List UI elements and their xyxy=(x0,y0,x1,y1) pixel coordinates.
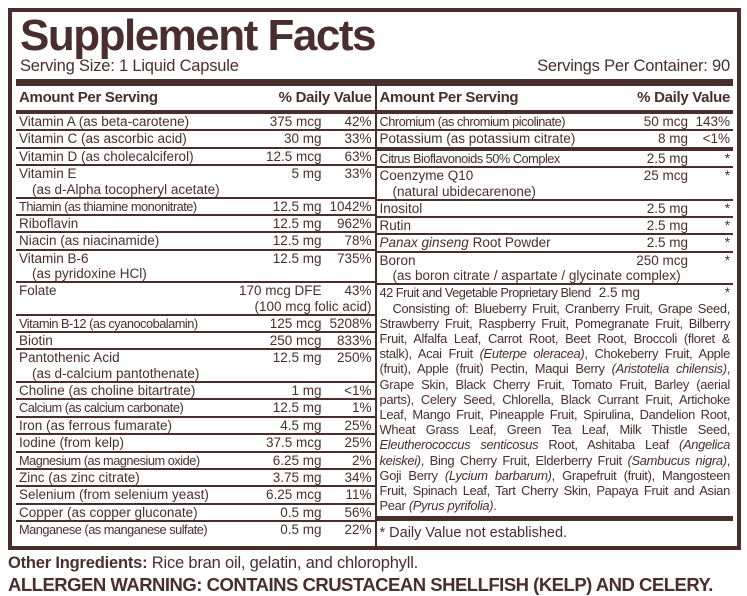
nutrient-row xyxy=(16,147,375,164)
nutrient-name: Niacin (as niacinamide) xyxy=(19,233,160,249)
nutrient-name: Thiamin (as thiamine mononitrate) xyxy=(19,198,197,214)
nutrient-name: Chromium (as chromium picolinate) xyxy=(379,114,565,129)
other-ingredients-text: Rice bran oil, gelatin, and chlorophyll. xyxy=(147,553,419,572)
nutrient-name: Vitamin E xyxy=(19,166,77,182)
nutrient-row xyxy=(16,331,375,348)
nutrient-name: Iron (as ferrous fumarate) xyxy=(19,417,173,433)
nutrient-amount: 6.25 mg xyxy=(272,452,322,468)
nutrient-dv: 22% xyxy=(344,522,372,538)
nutrient-amount: 250 mcg xyxy=(636,252,688,268)
nutrient-amount: 30 mg xyxy=(283,131,322,147)
nutrient-name: Rutin xyxy=(379,218,412,234)
nutrient-name: Pantothenic Acid xyxy=(19,350,120,366)
nutrient-row xyxy=(377,216,734,233)
nutrient-amount: 12.5 mg xyxy=(272,250,322,266)
panel-title: Supplement Facts xyxy=(20,11,375,60)
nutrient-amount: 2.5 mg xyxy=(646,150,688,166)
nutrient-name: Copper (as copper gluconate) xyxy=(19,504,198,520)
nutrient-name: Boron xyxy=(379,252,416,268)
nutrient-row xyxy=(16,381,375,398)
nutrient-amount: 8 mg xyxy=(657,131,688,147)
nutrient-name: Panax ginseng Root Powder xyxy=(379,235,551,251)
nutrient-row xyxy=(16,348,375,380)
nutrient-dv: 143% xyxy=(695,114,730,129)
blend-name: 42 Fruit and Vegetable Proprietary Blend xyxy=(379,285,591,301)
nutrient-name: Inositol xyxy=(379,200,423,216)
nutrient-row xyxy=(16,129,375,146)
nutrient-dv: * xyxy=(724,235,730,251)
nutrient-dv: 78% xyxy=(344,233,372,249)
nutrient-amount: 12.5 mg xyxy=(272,216,322,232)
nutrient-row xyxy=(16,433,375,450)
blend-dv: * xyxy=(724,285,730,301)
right-nutrient-rows xyxy=(377,114,734,283)
nutrient-name: Vitamin C (as ascorbic acid) xyxy=(19,131,187,147)
other-ingredients-label: Other Ingredients: xyxy=(8,553,148,572)
nutrient-dv: 56% xyxy=(344,504,372,520)
nutrient-dv: * xyxy=(724,150,730,166)
nutrient-amount: 12.5 mcg xyxy=(265,148,322,164)
left-column xyxy=(16,86,375,546)
daily-value-footnote: * Daily Value not established. xyxy=(377,516,734,546)
nutrient-name: Riboflavin xyxy=(19,216,79,232)
right-column-header xyxy=(377,86,734,114)
nutrient-dv: 1042% xyxy=(329,198,372,214)
nutrient-name: Vitamin D (as cholecalciferol) xyxy=(19,148,194,164)
nutrient-dv: * xyxy=(724,200,730,216)
nutrient-dv: 735% xyxy=(336,250,372,266)
allergen-warning-line: ALLERGEN WARNING: CONTAINS CRUSTACEAN SHELLFISH (KELP) AND CELERY. xyxy=(8,573,713,595)
nutrient-row xyxy=(16,214,375,231)
nutrient-row xyxy=(16,197,375,214)
nutrient-dv: 962% xyxy=(336,216,372,232)
nutrient-subname: (natural ubidecarenone) xyxy=(392,183,536,199)
amount-per-serving-header: Amount Per Serving xyxy=(379,89,519,106)
serving-size: Serving Size: 1 Liquid Capsule xyxy=(20,57,239,75)
right-column xyxy=(375,86,734,546)
nutrient-dv: * xyxy=(724,218,730,234)
nutrient-row xyxy=(377,114,734,129)
nutrient-dv: 1% xyxy=(351,400,372,416)
nutrient-name: Zinc (as zinc citrate) xyxy=(19,469,140,485)
nutrient-name: Potassium (as potassium citrate) xyxy=(379,131,576,147)
nutrient-dv: 25% xyxy=(344,435,372,451)
nutrient-row xyxy=(377,233,734,250)
nutrient-row xyxy=(16,249,375,281)
daily-value-header: % Daily Value xyxy=(637,89,730,106)
nutrient-row xyxy=(16,503,375,520)
nutrient-amount: 6.25 mcg xyxy=(265,487,322,503)
nutrient-amount: 37.5 mcg xyxy=(265,435,322,451)
nutrient-amount: 3.75 mg xyxy=(272,469,322,485)
nutrient-amount: 12.5 mg xyxy=(272,198,322,214)
nutrient-row xyxy=(377,199,734,216)
nutrient-amount: 170 mcg DFE xyxy=(238,283,322,299)
nutrient-row xyxy=(16,520,375,537)
nutrient-name: Vitamin B-12 (as cyanocobalamin) xyxy=(19,315,198,331)
nutrient-dv: 43% xyxy=(344,283,372,299)
nutrient-row xyxy=(16,164,375,196)
left-nutrient-rows xyxy=(16,114,375,538)
nutrient-amount: 25 mcg xyxy=(643,168,688,184)
servings-per-container: Servings Per Container: 90 xyxy=(537,57,730,75)
nutrient-amount: 4.5 mg xyxy=(280,417,322,433)
nutrient-amount: 12.5 mg xyxy=(272,400,322,416)
daily-value-header: % Daily Value xyxy=(278,89,372,106)
nutrient-amount: 1 mg xyxy=(291,382,322,398)
nutrient-amount: 125 mcg xyxy=(269,315,322,331)
nutrient-row xyxy=(16,485,375,502)
nutrient-subname: (as d-Alpha tocopheryl acetate) xyxy=(32,181,220,197)
blend-amount: 2.5 mg xyxy=(598,285,640,301)
nutrient-dv: 33% xyxy=(344,166,372,182)
nutrient-amount: 2.5 mg xyxy=(646,200,688,216)
other-ingredients-line xyxy=(8,553,741,574)
nutrient-dv: 11% xyxy=(345,487,372,503)
nutrient-amount: 250 mcg xyxy=(269,333,322,349)
nutrient-amount: 375 mcg xyxy=(269,114,322,129)
nutrient-subname: (as pyridoxine HCl) xyxy=(32,266,147,282)
nutrient-name: Calcium (as calcium carbonate) xyxy=(19,400,184,416)
amount-per-serving-header: Amount Per Serving xyxy=(19,89,158,106)
nutrient-row xyxy=(16,231,375,248)
blend-ingredients-paragraph: Consisting of: Blueberry Fruit, Cranberry Fruit, Grape Seed, Strawberry Fruit, Raspberry Fruit, Pomegranate Fruit, Bilberry Fruit, Alfalfa Leaf, Carrot Root, Beet Root, Broccoli (floret & stalk), Acai Fruit (Euterpe oleracea), Chokeberry Fruit, Apple (fruit), Apple (fruit) Pectin, Maqui Berry (Aristotelia chilensis), Grape Skin, Black Cherry Fruit, Tomato Fruit, Barley (aerial parts), Celery Seed, Chlorella, Black Currant Fruit, Artichoke Leaf, Mango Fruit, Pineapple Fruit, Spirulina, Dandelion Root, Wheat Grass Leaf, Green Tea Leaf, Milk Thistle Seed, Eleutherococcus senticosus Root, Ashitaba Leaf (Angelica keiskei), Bing Cherry Fruit, Elderberry Fruit (Sambucus nigra), Goji Berry (Lycium barbarum), Grapefruit (fruit), Mangosteen Fruit, Spinach Leaf, Tart Cherry Skin, Papaya Fruit and Asian Pear (Pyrus pyrifolia). xyxy=(379,300,730,514)
nutrient-row xyxy=(16,398,375,415)
nutrient-row xyxy=(16,281,375,313)
nutrient-row xyxy=(377,147,734,166)
nutrient-dv: * xyxy=(724,168,730,184)
blend-heading-row xyxy=(380,285,731,300)
left-column-header xyxy=(16,86,375,114)
nutrient-row xyxy=(16,468,375,485)
nutrient-row xyxy=(16,416,375,433)
nutrient-row xyxy=(16,314,375,331)
nutrient-name: Citrus Bioflavonoids 50% Complex xyxy=(379,150,560,166)
nutrient-name: Vitamin A (as beta-carotene) xyxy=(19,114,190,129)
supplement-facts-panel xyxy=(8,8,741,550)
nutrient-name: Iodine (from kelp) xyxy=(19,435,125,451)
nutrient-amount: 5 mg xyxy=(291,166,322,182)
nutrient-name: Manganese (as manganese sulfate) xyxy=(19,522,208,538)
nutrient-dv: 833% xyxy=(336,333,372,349)
nutrient-name: Coenzyme Q10 xyxy=(379,168,474,184)
nutrient-amount: 12.5 mg xyxy=(272,350,322,366)
nutrient-row xyxy=(377,251,734,283)
nutrient-name: Vitamin B-6 xyxy=(19,250,89,266)
nutrient-amount: 0.5 mg xyxy=(280,504,322,520)
nutrient-dv: 250% xyxy=(336,350,372,366)
nutrient-amount: 50 mcg xyxy=(643,114,688,129)
nutrient-dv: 34% xyxy=(344,469,372,485)
nutrient-row xyxy=(16,114,375,129)
nutrient-dv: 63% xyxy=(344,148,372,164)
header-divider-bar xyxy=(16,79,733,86)
nutrient-dv: * xyxy=(724,252,730,268)
nutrient-subname: (100 mcg folic acid) xyxy=(254,298,372,314)
nutrient-name: Biotin xyxy=(19,333,53,349)
nutrient-name: Selenium (from selenium yeast) xyxy=(19,487,209,503)
nutrient-row xyxy=(377,166,734,198)
nutrient-columns xyxy=(16,86,733,546)
nutrient-row xyxy=(16,451,375,468)
nutrient-row xyxy=(377,129,734,146)
nutrient-name: Choline (as choline bitartrate) xyxy=(19,382,196,398)
nutrient-dv: 33% xyxy=(344,131,372,147)
nutrient-name: Folate xyxy=(19,283,57,299)
nutrient-dv: 2% xyxy=(351,452,372,468)
nutrient-subname: (as d-calcium pantothenate) xyxy=(32,365,200,381)
nutrient-name: Magnesium (as magnesium oxide) xyxy=(19,452,200,468)
nutrient-dv: <1% xyxy=(344,382,372,398)
nutrient-dv: 5208% xyxy=(329,315,372,331)
nutrient-dv: 42% xyxy=(344,114,372,129)
nutrient-dv: 25% xyxy=(344,417,372,433)
nutrient-subname: (as boron citrate / aspartate / glycinate complex) xyxy=(392,268,681,284)
proprietary-blend-block xyxy=(377,283,734,513)
nutrient-amount: 0.5 mg xyxy=(280,522,322,538)
nutrient-amount: 2.5 mg xyxy=(646,235,688,251)
nutrient-amount: 12.5 mg xyxy=(272,233,322,249)
nutrient-amount: 2.5 mg xyxy=(646,218,688,234)
nutrient-dv: <1% xyxy=(702,131,730,147)
